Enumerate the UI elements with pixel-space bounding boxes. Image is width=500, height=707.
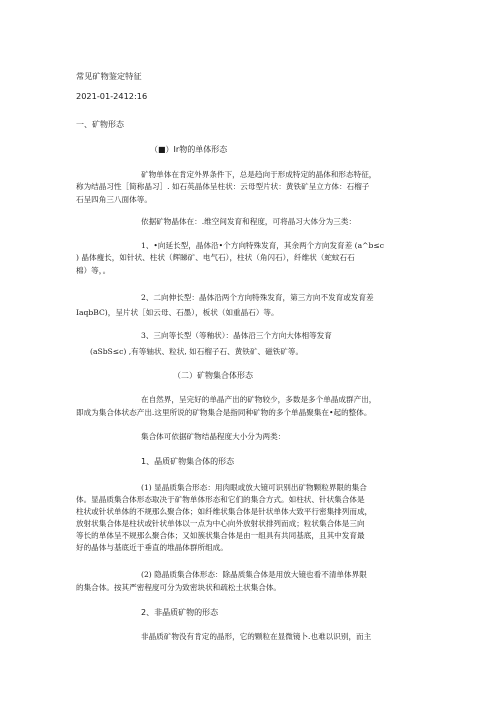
paragraph-line: 即成为集合体状态产出.这里所说的矿物集合是指同种矿物的多个单晶聚集在•起的整体。 xyxy=(76,408,372,417)
paragraph-line: 在自然界，呈完好的单晶产出的矿物较少，多数是多个单晶成群产出， xyxy=(141,395,377,404)
paragraph-line: 3、三向等长型（等釉状）：晶体沿三个方向大体相等发育 xyxy=(141,331,332,340)
paragraph-line: 矿物单体在肯定外界条件下，总是趋向于形成特定的晶体和形态特征， xyxy=(141,170,377,179)
paragraph-line: 石呈四角三八面体等。 xyxy=(76,195,152,204)
document-title: 常见矿物鉴定特征 xyxy=(76,71,142,81)
paragraph-line: 好的晶体与基底近于垂直的堆晶体群所组成。 xyxy=(76,543,228,552)
paragraph-line: (1) 显晶质集合形态：用肉眼或放大镜可识别出矿物颗粒界限的集合 xyxy=(141,483,367,492)
paragraph-line: 称为结晶习性［简称晶习］. 如石英晶体呈柱状：云母型片状：黄铁矿呈立方体：石榴子 xyxy=(76,182,370,191)
subsection-heading: （■）Ir物的单体形态 xyxy=(150,145,228,154)
paragraph-line: 依据矿物晶体在：.维空间发育和程度，可将晶习大体分为三类： xyxy=(141,217,357,226)
paragraph-line: 体。显晶质集合体形态取决于矿物单体形态和它们的集合方式。如柱状、针状集合体是 xyxy=(76,495,365,504)
paragraph-line: (aSbS≤c) ,有等轴状、粒状, 如石榴子石、黄铁矿、磁铁矿等。 xyxy=(90,347,304,356)
paragraph-line: 棉）等，。 xyxy=(76,266,111,275)
paragraph-line: 放射状集合体是柱状或针状单体以一点为中心向外放射状排列而成；粒状集合体是三向 xyxy=(76,519,365,528)
paragraph-line: (2) 隐晶质集合体形态：除晶质集合体是用放大镜也看不清单体界限 xyxy=(141,570,367,579)
paragraph-line: 的集合体。按其严密程度可分为致密块状和疏松土状集合体。 xyxy=(76,583,282,592)
subsection-heading: 2、非晶质矿物的形态 xyxy=(141,608,219,617)
paragraph-line: 非晶质矿物没有肯定的晶形，它的颗粒在显微镜卜.也难以识别，而主 xyxy=(141,632,372,641)
document-date: 2021-01-2412:16 xyxy=(76,91,148,101)
paragraph-line: 1、•向延长型，晶体沿•个方向特殊发育，其余两个方向发育差 (a^b≤c xyxy=(141,241,384,250)
subsection-heading: （二）矿物集合体形态 xyxy=(173,371,253,380)
section-heading: 一、矿物形态 xyxy=(76,120,124,129)
paragraph-line: IaqbBC)，呈片状［如云母、石墨），板状（如重晶石）等。 xyxy=(76,308,279,317)
paragraph-line: ) 晶体瘦长，如针状、柱状（辉睇矿、电气石），柱状（角闪石），纤维状（蛇蚊石石 xyxy=(76,253,355,262)
paragraph-line: 集合体可依据矿物结晶程度大小分为两类： xyxy=(141,432,286,441)
paragraph-line: 等长的单体呈不规那么聚合体；又如簇状集合体是由一组具有共同基底，且其中发育最 xyxy=(76,531,365,540)
paragraph-line: 2、二向伸长型：晶体沿两个方向特殊发育，第三方向不发育或发育差 xyxy=(141,293,374,302)
paragraph-line: 柱状或针状单体的不规那么聚合体；如纤维状集合体是针状单体大致平行密集排列而成， xyxy=(76,507,373,516)
subsection-heading: 1、晶质矿物集合体的形态 xyxy=(141,457,235,466)
